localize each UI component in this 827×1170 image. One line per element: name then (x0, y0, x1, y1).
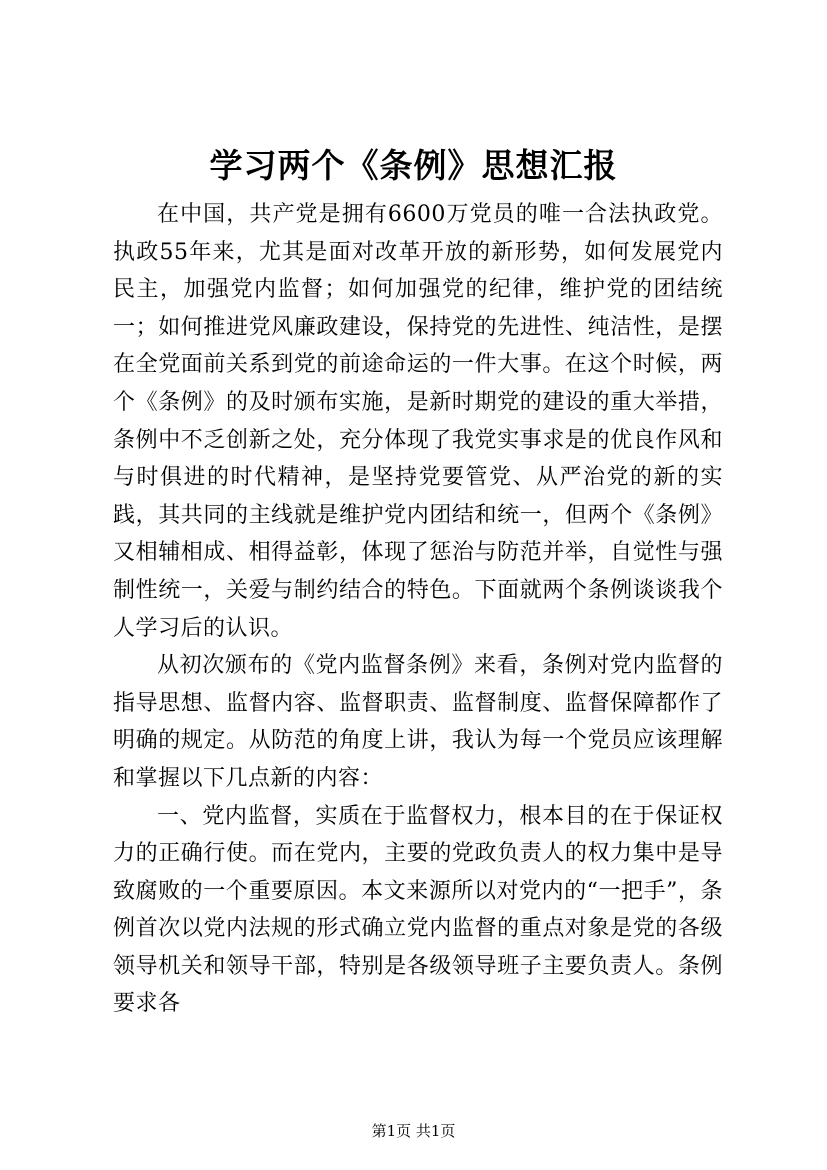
page-footer: 第1页 共1页 (371, 1122, 456, 1140)
paragraph-3: 一、党内监督，实质在于监督权力，根本目的在于保证权力的正确行使。而在党内，主要的党政负责人的权力集中是导致腐败的一个重要原因。本文来源所以对党内的“一把手”，条例首次以党内法规的形式确立党内监督的重点对象是党的各级领导机关和领导干部，特别是各级领导班子主要负责人。条例要求各 (113, 803, 723, 1017)
document-title: 学习两个《条例》思想汇报 (209, 146, 618, 185)
paragraph-2: 从初次颁布的《党内监督条例》来看，条例对党内监督的指导思想、监督内容、监督职责、监督制度、监督保障都作了明确的规定。从防范的角度上讲，我认为每一个党员应该理解和掌握以下几点新的内容： (113, 653, 723, 791)
document-body (113, 196, 723, 1023)
paragraph-1: 在中国，共产党是拥有6600万党员的唯一合法执政党。执政55年来，尤其是面对改革开放的新形势，如何发展党内民主，加强党内监督；如何加强党的纪律，维护党的团结统一；如何推进党风廉政建设，保持党的先进性、纯洁性，是摆在全党面前关系到党的前途命运的一件大事。在这个时候，两个《条例》的及时颁布实施，是新时期党的建设的重大举措，条例中不乏创新之处，充分体现了我党实事求是的优良作风和与时俱进的时代精神，是坚持党要管党、从严治党的新的实践，其共同的主线就是维护党内团结和统一，但两个《条例》又相辅相成、相得益彰，体现了惩治与防范并举，自觉性与强制性统一，关爱与制约结合的特色。下面就两个条例谈谈我个人学习后的认识。 (113, 202, 723, 641)
